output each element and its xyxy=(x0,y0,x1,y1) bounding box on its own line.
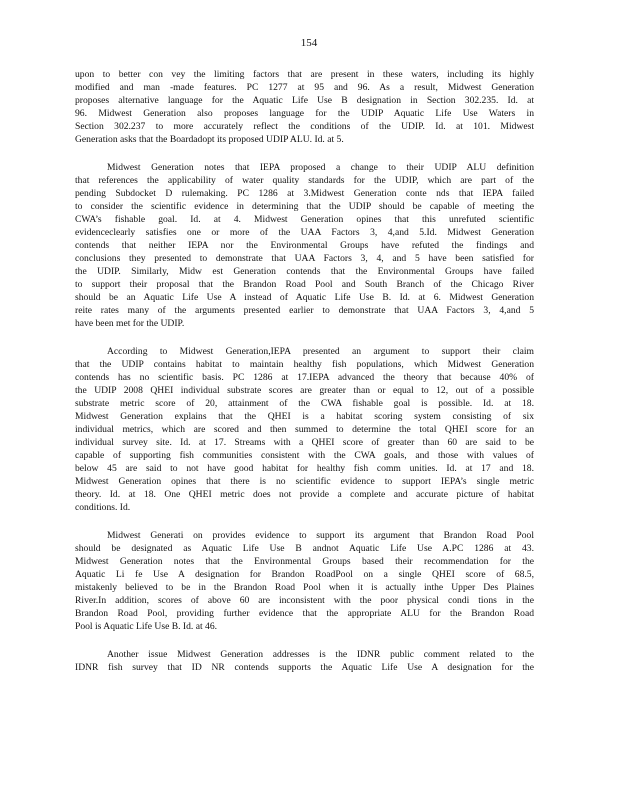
page-number: 154 xyxy=(300,37,318,49)
text-line: Midwest Generati on provides evidence to support its argument that Brandon Road Pool xyxy=(107,530,534,541)
text-line: to support their proposal that the Brandon Road Pool and South Branch of the Chicago River xyxy=(75,279,534,290)
text-line: have been met for the UDIP. xyxy=(75,318,185,329)
text-line: should be designated as Aquatic Life Use B andnot Aquatic Life Use A.PC 1286 at 43. xyxy=(75,543,534,554)
paragraph xyxy=(75,68,534,146)
text-line: River.In addition, scores of above 60 are inconsistent with the poor physical condi tions in the xyxy=(75,595,534,606)
text-line: IDNR fish survey that ID NR contends supports the Aquatic Life Use A designation for the xyxy=(75,662,534,673)
text-line: individual survey site. Id. at 17. Streams with a QHEI score of greater than 60 are said to be xyxy=(75,437,534,448)
text-line: Another issue Midwest Generation addresses is the IDNR public comment related to the xyxy=(107,649,534,660)
text-line: Midwest Generation notes that IEPA proposed a change to their UDIP ALU definition xyxy=(107,162,534,173)
text-line: individual metrics, which are scored and then summed to determine the total QHEI score for an xyxy=(75,424,534,435)
text-line: capable of supporting fish communities consistent with the CWA goals, and those with values of xyxy=(75,450,534,461)
text-line: contends has no scientific basis. PC 1286 at 17.IEPA advanced the theory that because 40% of xyxy=(75,372,534,383)
text-line: proposes alternative language for the Aquatic Life Use B designation in Section 302.235. Id. at xyxy=(75,95,534,106)
text-line: to consider the scientific evidence in determining that the UDIP should be capable of meeting the xyxy=(75,201,534,212)
text-line: that references the applicability of water quality standards for the UDIP, which are part of the xyxy=(75,175,534,186)
text-line: upon to better con vey the limiting factors that are present in these waters, including its highly xyxy=(75,69,534,80)
text-line: Section 302.237 to more accurately reflect the conditions of the UDIP. Id. at 101. Midwest xyxy=(75,121,534,132)
text-line: should be an Aquatic Life Use A instead of Aquatic Life Use B. Id. at 6. Midwest Generation xyxy=(75,292,534,303)
text-line: reite rates many of the arguments presented earlier to demonstrate that UAA Factors 3, 4,and 5 xyxy=(75,305,534,316)
text-line: Generation asks that the Boardadopt its proposed UDIP ALU. Id. at 5. xyxy=(75,134,344,145)
text-line: CWA’s fishable goal. Id. at 4. Midwest Generation opines that this unrefuted scientific xyxy=(75,214,534,225)
text-line: Midwest Generation notes that the Environmental Groups based their recommendation for the xyxy=(75,556,534,567)
text-line: Pool is Aquatic Life Use B. Id. at 46. xyxy=(75,621,218,632)
text-line: Midwest Generation explains that the QHEI is a habitat scoring system consisting of six xyxy=(75,411,534,422)
body-text xyxy=(75,68,534,689)
text-line: conditions. Id. xyxy=(75,502,131,513)
text-line: conclusions they presented to demonstrate that UAA Factors 3, 4, and 5 have been satisfied for xyxy=(75,253,534,264)
paragraph xyxy=(75,648,534,674)
text-line: Brandon Road Pool, providing further evidence that the appropriate ALU for the Brandon Road xyxy=(75,608,534,619)
text-line: contends that neither IEPA nor the Environmental Groups have refuted the findings and xyxy=(75,240,534,251)
text-line: modified and man -made features. PC 1277 at 95 and 96. As a result, Midwest Generation xyxy=(75,82,534,93)
paragraph xyxy=(75,345,534,514)
text-line: that the UDIP contains habitat to maintain healthy fish populations, which Midwest Generation xyxy=(75,359,534,370)
text-line: the UDIP 2008 QHEI individual substrate scores are greater than or equal to 12, out of a possible xyxy=(75,385,534,396)
text-line: 96. Midwest Generation also proposes language for the UDIP Aquatic Life Use Waters in xyxy=(75,108,534,119)
text-line: theory. Id. at 18. One QHEI metric does not provide a complete and accurate picture of habitat xyxy=(75,489,534,500)
text-line: the UDIP. Similarly, Midw est Generation contends that the Environmental Groups have failed xyxy=(75,266,534,277)
text-line: evidenceclearly satisfies one or more of the UAA Factors 3, 4,and 5.Id. Midwest Generation xyxy=(75,227,534,238)
text-line: Midwest Generation opines that there is no scientific evidence to support IEPA’s single metric xyxy=(75,476,534,487)
text-line: According to Midwest Generation,IEPA presented an argument to support their claim xyxy=(107,346,534,357)
paragraph xyxy=(75,529,534,633)
text-line: pending Subdocket D rulemaking. PC 1286 at 3.Midwest Generation conte nds that IEPA failed xyxy=(75,188,534,199)
text-line: below 45 are said to not have good habitat for healthy fish comm unities. Id. at 17 and 18. xyxy=(75,463,534,474)
text-line: substrate metric score of 20, attainment of the CWA fishable goal is possible. Id. at 18. xyxy=(75,398,534,409)
text-line: mistakenly believed to be in the Brandon Road Pool when it is actually inthe Upper Des Plaines xyxy=(75,582,534,593)
paragraph xyxy=(75,161,534,330)
text-line: Aquatic Li fe Use A designation for Brandon RoadPool on a single QHEI score of 68.5, xyxy=(75,569,534,580)
